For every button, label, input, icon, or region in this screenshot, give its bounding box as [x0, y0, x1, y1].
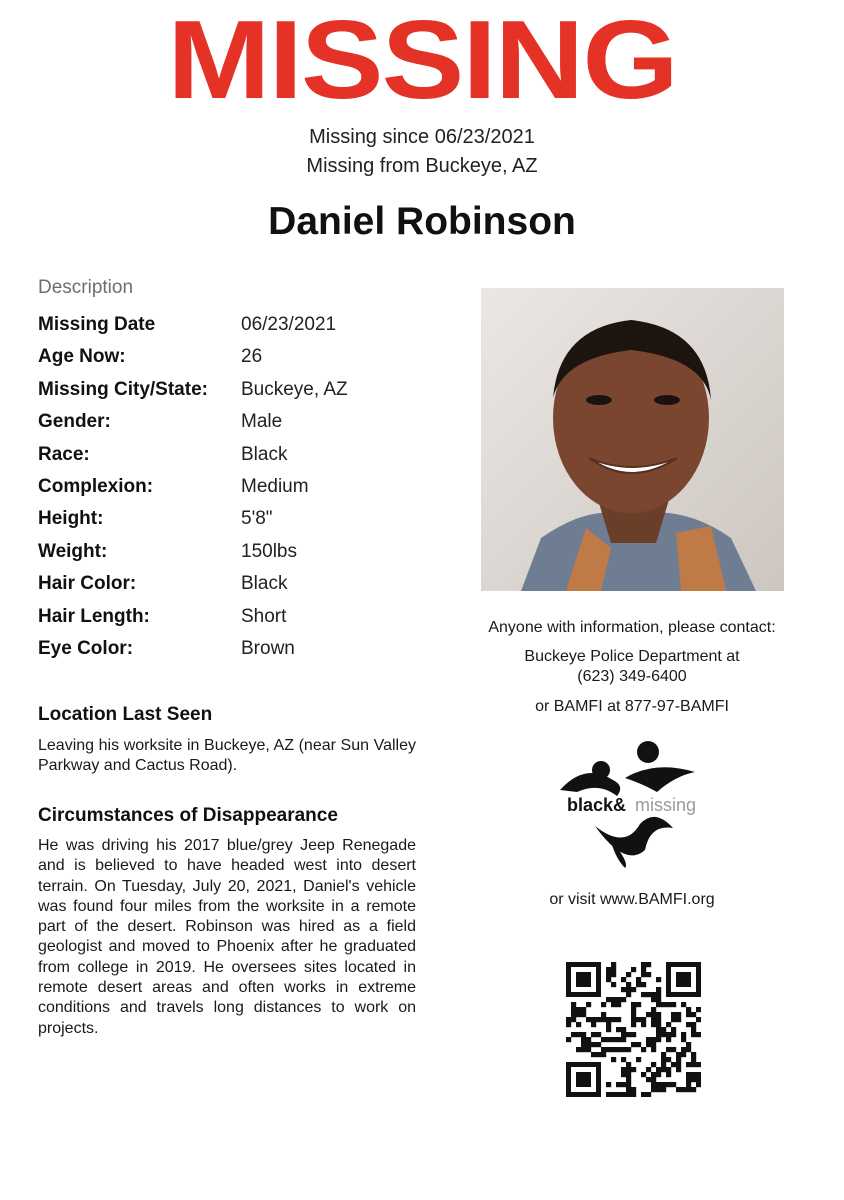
detail-row-hair-length: [38, 606, 438, 638]
detail-value: 26: [241, 346, 263, 368]
website-line: or visit www.BAMFI.org: [549, 891, 715, 908]
detail-key: Gender:: [38, 411, 111, 433]
detail-key: Weight:: [38, 540, 108, 562]
qr-code[interactable]: [566, 962, 701, 1097]
circumstances-text: He was driving his 2017 blue/grey Jeep Renegade and is believed to have headed west into desert terrain. On Tuesday, July 20, 2021, Daniel's vehicle was found four miles from the worksite in a remote part of the desert. Robinson was hired as a field geologist and moved to Phoenix after he graduated from college in 2019. He oversees sites located in remote desert areas and often works in extreme conditions and travels long distances to work on projects.: [38, 837, 416, 1037]
detail-key: Race:: [38, 443, 90, 465]
description-label: Description: [38, 277, 134, 298]
circumstances-title: Circumstances of Disappearance: [38, 805, 338, 826]
detail-value: Male: [241, 411, 283, 433]
detail-key: Hair Color:: [38, 573, 137, 595]
detail-row-age: [38, 346, 438, 378]
logo-figures-icon: [555, 738, 705, 868]
detail-row-race: [38, 444, 438, 476]
missing-headline: MISSING: [167, 0, 677, 123]
detail-key: Eye Color:: [38, 637, 134, 659]
detail-value: 06/23/2021: [241, 314, 337, 335]
detail-key: Hair Length:: [38, 605, 150, 627]
police-line-1: Buckeye Police Department at: [524, 648, 740, 665]
detail-row-weight: [38, 541, 438, 573]
detail-row-complexion: [38, 476, 438, 508]
detail-row-missing-date: [38, 314, 438, 346]
person-name: Daniel Robinson: [268, 200, 576, 243]
detail-value: Short: [241, 605, 287, 627]
detail-row-eye-color: [38, 638, 438, 670]
detail-value: Black: [241, 573, 288, 595]
missing-from: Missing from Buckeye, AZ: [306, 155, 538, 177]
detail-key: Complexion:: [38, 475, 154, 497]
detail-key: Missing Date: [38, 314, 156, 335]
black-and-missing-logo: [555, 738, 705, 868]
detail-key: Height:: [38, 508, 104, 530]
missing-since: Missing since 06/23/2021: [309, 126, 535, 148]
detail-row-city-state: [38, 379, 438, 411]
logo-text-missing: missing: [635, 795, 697, 815]
police-phone: (623) 349-6400: [577, 668, 687, 685]
detail-value: Medium: [241, 475, 309, 497]
detail-row-height: [38, 508, 438, 540]
detail-row-gender: [38, 411, 438, 443]
detail-row-hair-color: [38, 573, 438, 605]
detail-value: Black: [241, 443, 288, 465]
detail-key: Missing City/State:: [38, 378, 208, 400]
contact-intro: Anyone with information, please contact:: [488, 619, 776, 636]
qr-code-icon: [566, 962, 701, 1097]
location-title: Location Last Seen: [38, 704, 213, 725]
portrait-illustration: [481, 288, 784, 591]
location-text: Leaving his worksite in Buckeye, AZ (near Sun Valley Parkway and Cactus Road).: [38, 737, 416, 775]
detail-value: 5'8": [241, 508, 273, 530]
details-list: [38, 314, 438, 670]
detail-key: Age Now:: [38, 346, 126, 368]
person-photo: [481, 288, 784, 591]
detail-value: Brown: [241, 637, 295, 659]
logo-text-black: black&: [567, 795, 627, 815]
detail-value: Buckeye, AZ: [241, 378, 348, 400]
bamfi-phone: or BAMFI at 877-97-BAMFI: [535, 698, 729, 715]
detail-value: 150lbs: [241, 540, 297, 562]
